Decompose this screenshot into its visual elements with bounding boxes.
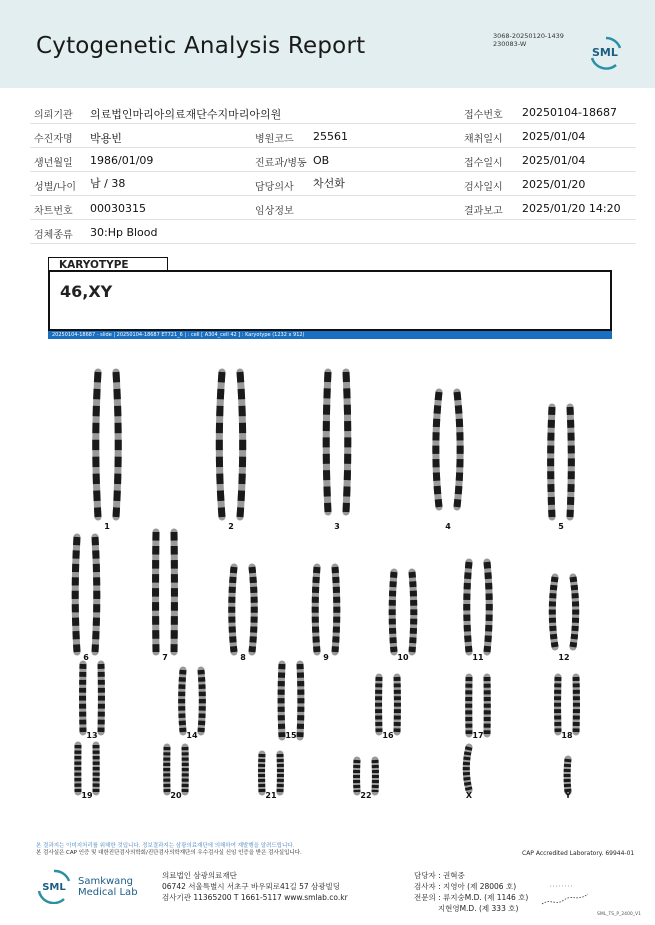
department-value: OB (313, 154, 330, 167)
chromosome-label: 17 (472, 731, 484, 740)
collection-date-value: 2025/01/04 (522, 130, 586, 143)
info-row (30, 172, 636, 196)
chromosome-pair (467, 562, 490, 652)
chromosome-label: 15 (285, 731, 297, 740)
karyotype-tab: KARYOTYPE (48, 257, 168, 271)
karyotype-result: 46,XY (60, 282, 113, 301)
karyotype-box (48, 270, 612, 331)
chromosome-label: 1 (104, 522, 110, 531)
chromosome-pair (392, 572, 414, 652)
chromosome-pair (78, 745, 96, 792)
info-row (30, 124, 636, 148)
chromosome-pair (262, 754, 281, 792)
chromosome-label: 20 (170, 791, 182, 800)
cap-accreditation: CAP Accredited Laboratory. 69944-01 (522, 850, 635, 857)
collection-date-label: 채취일시 (464, 134, 503, 145)
info-row (30, 148, 636, 172)
specimen-label: 검체종류 (34, 230, 73, 241)
karyogram-image (40, 352, 620, 812)
staff-line4: 지현영M.D. (제 333 호) (414, 904, 519, 913)
header-code-line1: 3068-20250120-1439 (493, 32, 564, 40)
doctor-value: 차선화 (313, 177, 345, 190)
chart-no-label: 차트번호 (34, 206, 73, 217)
doctor-label: 담당의사 (255, 182, 294, 193)
result-report-value: 2025/01/20 14:20 (522, 202, 621, 215)
header-logo-text: SML (592, 46, 618, 59)
chromosome-pair (558, 677, 577, 732)
chromosome-pair (326, 372, 348, 512)
receipt-date-label: 접수일시 (464, 158, 503, 169)
test-date-value: 2025/01/20 (522, 178, 586, 191)
chromosome-label: 21 (265, 791, 277, 800)
info-row (30, 196, 636, 220)
chromosome-pair (315, 567, 337, 652)
footer-notes (36, 843, 596, 857)
dob-label: 생년월일 (34, 158, 73, 169)
staff-line2: 검사자 : 지영아 (제 28006 호) (414, 882, 517, 891)
footer-note-2: 본 검사실은 CAP 인증 및 대한진단검사의학회/진단검사의학재단의 우수검사실 신임 인증을 받은 검사실입니다. (36, 850, 302, 856)
sex-age-label: 성별/나이 (34, 182, 77, 193)
receipt-date-value: 2025/01/04 (522, 154, 586, 167)
hospital-code-label: 병원코드 (255, 134, 294, 145)
chart-no-value: 00030315 (90, 202, 146, 215)
header-code-line2: 230083-W (493, 40, 527, 48)
info-row (30, 220, 636, 244)
chromosome-label: 6 (83, 653, 89, 662)
chromosome-label: 4 (445, 522, 451, 531)
sex-age-value: 남 / 38 (90, 177, 126, 190)
footer-note-1: 본 결과지는 이미지처리를 위해한 것입니다. 정보결과지는 삼광의료재단에 의해하여 재발행을 알려드립니다. (36, 843, 295, 849)
patient-value: 박용빈 (90, 132, 122, 145)
chromosome-pair (96, 372, 119, 517)
slide-info-bar: 20250104-18687 - slide | 20250104-18687 ET721_6 | : cell [ A304_cell 42 ] : Karyotype (1232 x 912) (48, 331, 612, 339)
chromosome-pair (551, 407, 572, 517)
patient-info-table (30, 100, 636, 244)
receipt-no-value: 20250104-18687 (522, 106, 617, 119)
chromosome-label: 11 (472, 653, 484, 662)
staff-list (414, 870, 528, 914)
chromosome-pair (156, 532, 175, 652)
chromosome-pair (167, 747, 186, 792)
chromosome-pair (281, 664, 301, 737)
chromosome-pair (466, 747, 469, 790)
institution-value: 의료법인마리아의료재단수지마리아의원 (90, 108, 282, 121)
department-label: 진료과/병동 (255, 158, 307, 169)
chromosome-label: 16 (382, 731, 394, 740)
chromosome-label: X (465, 791, 473, 800)
chromosome-label: 10 (397, 653, 409, 662)
chromosome-pair (219, 372, 242, 517)
receipt-no-label: 접수번호 (464, 110, 503, 121)
report-title: Cytogenetic Analysis Report (36, 33, 366, 59)
footer-logo-text: SML (42, 882, 66, 893)
test-date-label: 검사일시 (464, 182, 503, 193)
info-row (30, 100, 636, 124)
chromosome-pair (75, 537, 97, 652)
specimen-value: 30:Hp Blood (90, 226, 158, 239)
signature-image (540, 880, 590, 910)
chromosome-label: 3 (334, 522, 340, 531)
chromosome-label: 8 (240, 653, 246, 662)
lab-address (162, 870, 348, 903)
staff-line3: 전문의 : 류지숭M.D. (제 1146 호) (414, 893, 529, 902)
chromosome-pair (83, 664, 102, 732)
chromosome-label: 14 (186, 731, 198, 740)
chromosome-pair (552, 577, 575, 647)
staff-line1: 담당자 : 권혁중 (414, 871, 465, 880)
chromosome-pair (379, 677, 398, 732)
chromosome-label: 2 (228, 522, 234, 531)
chromosome-pair (469, 677, 488, 734)
chromosome-label: 9 (323, 653, 329, 662)
header-codes (493, 32, 564, 48)
chromosome-pair (182, 670, 203, 732)
lab-name-line2: Medical Lab (78, 887, 138, 898)
lab-name-line1: Samkwang (78, 876, 133, 887)
addr-line2: 06742 서울특별시 서초구 바우뫼로41길 57 삼광빌딩 (162, 882, 341, 891)
chromosome-label: 19 (81, 791, 93, 800)
hospital-code-value: 25561 (313, 130, 348, 143)
chromosome-label: 7 (162, 653, 168, 662)
chromosome-label: 13 (86, 731, 98, 740)
patient-label: 수진자명 (34, 134, 73, 145)
institution-label: 의뢰기관 (34, 110, 73, 121)
chromosome-label: Y (565, 791, 571, 800)
karyogram (40, 352, 620, 812)
addr-line1: 의료법인 삼광의료재단 (162, 871, 237, 880)
form-code: SML_TS_P_2400_V1 (597, 912, 641, 917)
chromosome-label: 22 (360, 791, 372, 800)
chromosome-pair (357, 760, 376, 792)
lab-name (78, 876, 138, 898)
dob-value: 1986/01/09 (90, 154, 154, 167)
clinical-info-label: 임상정보 (255, 206, 294, 217)
chromosome-label: 5 (558, 522, 564, 531)
samkwang-logo-icon (36, 868, 72, 904)
chromosome-pair (436, 392, 460, 507)
result-report-label: 결과보고 (464, 206, 503, 217)
chromosome-label: 12 (558, 653, 570, 662)
chromosome-pair (232, 567, 255, 652)
chromosome-pair (567, 759, 568, 792)
chromosome-label: 18 (561, 731, 573, 740)
addr-line3: 검사기관 11365200 T 1661-5117 www.smlab.co.kr (162, 893, 348, 902)
